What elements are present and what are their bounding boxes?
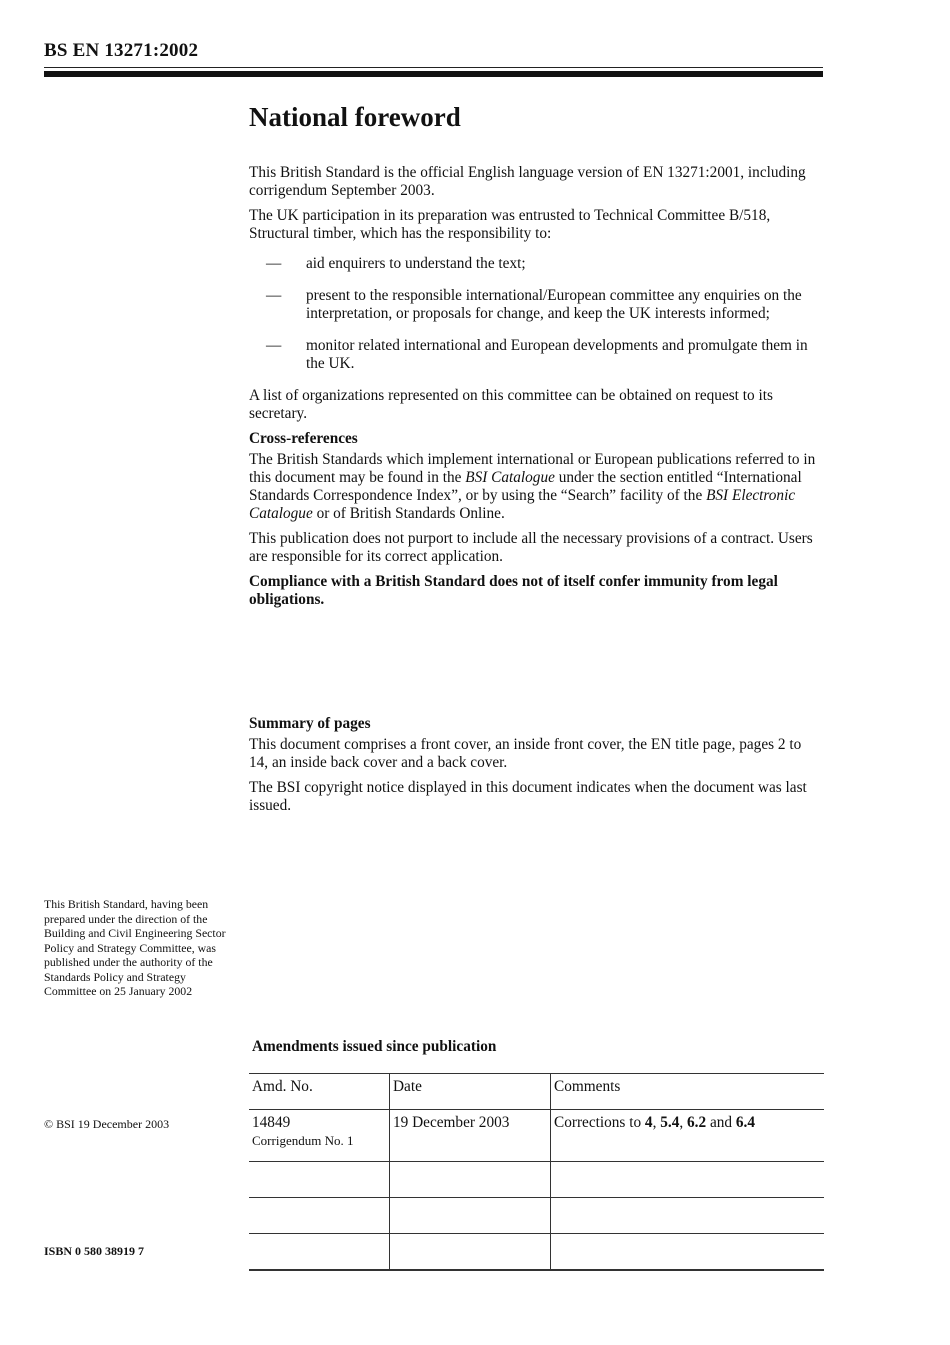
clause-ref: 4	[644, 1114, 653, 1131]
column-header-amd-no: Amd. No.	[249, 1074, 390, 1110]
header-rule-thick	[44, 71, 823, 77]
separator: ,	[679, 1114, 688, 1131]
date-cell: 19 December 2003	[390, 1110, 551, 1162]
bsi-electronic-catalogue-title: BSI Electronic Catalogue	[249, 487, 796, 522]
organizations-paragraph: A list of organizations represented on this committee can be obtained on request to its secretary.	[249, 387, 773, 422]
empty-cell	[390, 1234, 551, 1271]
table-row	[249, 1110, 824, 1162]
empty-cell	[551, 1198, 825, 1234]
corrigendum-label: Corrigendum No. 1	[252, 1133, 354, 1148]
dash-bullet: —	[266, 337, 282, 354]
summary-paragraph-2: The BSI copyright notice displayed in this document indicates when the document was last issued.	[249, 779, 807, 814]
cross-ref-text: The British Standards which implement international or European publications referred to in this document may be found in the	[249, 451, 816, 486]
amendments-table	[249, 1073, 824, 1271]
summary-paragraph-1: This document comprises a front cover, an inside front cover, the EN title page, pages 2 to 14, an inside back cover and a back cover.	[249, 736, 802, 771]
separator: and	[706, 1114, 736, 1131]
column-header-comments: Comments	[551, 1074, 825, 1110]
publication-note: This British Standard, having been prepared under the direction of the Building and Civil Engineering Sector Policy and Strategy Committee, was published under the authority of the Standards Policy and Strategy Committee on 25 January 2002	[44, 897, 226, 998]
column-header-date: Date	[390, 1074, 551, 1110]
empty-cell	[551, 1162, 825, 1198]
clause-ref: 6.2	[687, 1114, 707, 1131]
table-header-row	[249, 1074, 824, 1110]
main-content	[249, 100, 824, 822]
clause-ref: 5.4	[660, 1114, 680, 1131]
table-row	[249, 1234, 824, 1271]
clause-ref: 6.4	[735, 1114, 756, 1131]
header-rule-thin	[44, 67, 823, 68]
cross-references-heading: Cross-references	[249, 430, 358, 447]
amd-number: 14849	[252, 1114, 291, 1131]
list-item	[249, 255, 824, 273]
list-item-text: present to the responsible international/European committee any enquiries on the interpretation, or proposals for change, and keep the UK interests informed;	[306, 287, 802, 322]
page-title: National foreword	[249, 102, 461, 132]
empty-cell	[551, 1234, 825, 1271]
intro-paragraph-1: This British Standard is the official English language version of EN 13271:2001, including corrigendum September 2003.	[249, 164, 806, 199]
list-item	[249, 287, 824, 323]
table-row	[249, 1198, 824, 1234]
cross-ref-text: or of British Standards Online.	[312, 505, 505, 522]
list-item-text: monitor related international and European developments and promulgate them in the UK.	[306, 337, 808, 372]
cross-ref-text: under the section entitled “International Standards Correspondence Index”, or by using the “Search” facility of the	[249, 469, 802, 504]
dash-bullet: —	[266, 255, 282, 272]
comments-text: Corrections to	[554, 1114, 645, 1131]
cross-references-paragraph	[249, 451, 824, 523]
compliance-statement: Compliance with a British Standard does not of itself confer immunity from legal obligations.	[249, 573, 778, 608]
amd-no-cell	[249, 1110, 390, 1162]
empty-cell	[249, 1162, 390, 1198]
summary-section	[249, 715, 824, 815]
separator: ,	[652, 1114, 661, 1131]
isbn-number: ISBN 0 580 38919 7	[44, 1244, 145, 1258]
empty-cell	[390, 1162, 551, 1198]
responsibility-list	[249, 255, 824, 373]
document-code: BS EN 13271:2002	[44, 40, 199, 61]
intro-paragraph-2: The UK participation in its preparation was entrusted to Technical Committee B/518, Structural timber, which has the responsibility to:	[249, 207, 771, 242]
table-row	[249, 1162, 824, 1198]
summary-heading: Summary of pages	[249, 715, 371, 732]
comments-cell	[551, 1110, 825, 1162]
empty-cell	[249, 1234, 390, 1271]
list-item-text: aid enquirers to understand the text;	[306, 255, 526, 272]
bsi-catalogue-title: BSI Catalogue	[465, 469, 555, 486]
provisions-paragraph: This publication does not purport to include all the necessary provisions of a contract. Users are responsible for its correct application.	[249, 530, 813, 565]
dash-bullet: —	[266, 287, 282, 304]
amendments-heading: Amendments issued since publication	[252, 1038, 497, 1055]
empty-cell	[390, 1198, 551, 1234]
list-item	[249, 337, 824, 373]
copyright-notice: © BSI 19 December 2003	[44, 1117, 170, 1131]
empty-cell	[249, 1198, 390, 1234]
